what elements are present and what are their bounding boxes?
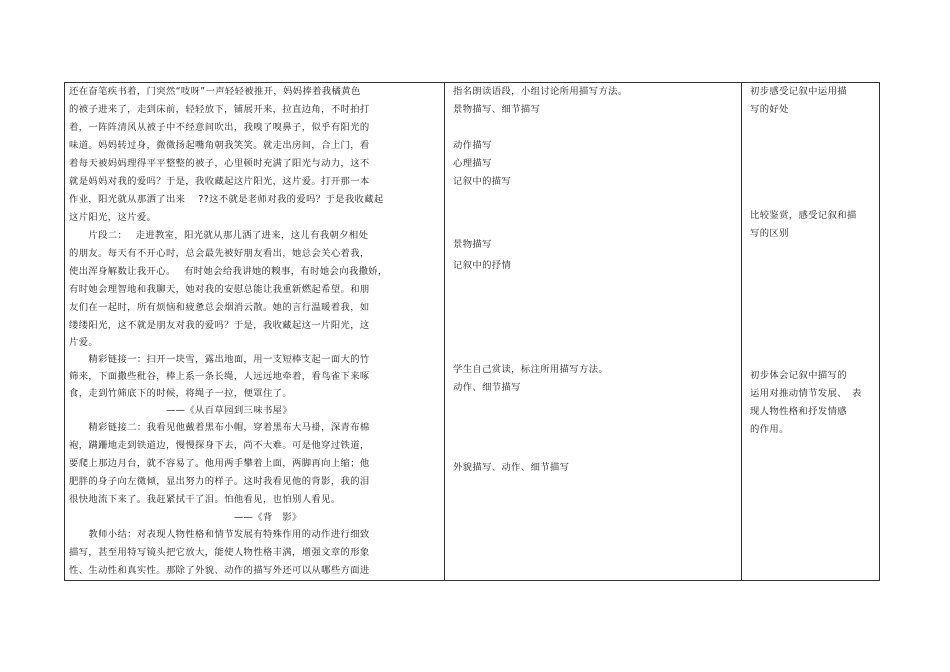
left-column-passages xyxy=(65,83,444,580)
intent-line: 的作用。 xyxy=(750,424,789,435)
lesson-table xyxy=(64,82,880,581)
passage-line: 友们在一起时，所有烦恼和疲惫总会烟消云散。她的言行温暖着我，如 xyxy=(69,302,370,313)
passage-line: 片段二： 走进教室，阳光就从那儿洒了进来，这儿有我朝夕相处 xyxy=(69,230,369,241)
intent-line: 写的区别 xyxy=(750,228,789,239)
citation-line: ——《背 影》 xyxy=(69,512,302,523)
intent-line: 运用对推动情节发展、 表 xyxy=(750,388,862,399)
passage-line: 要爬上那边月台，就不容易了。他用两手攀着上面，两脚再向上缩；他 xyxy=(69,458,370,469)
passage-line: 缕缕阳光，这不就是朋友对我的爱吗？于是，我收藏起这一片阳光，这 xyxy=(69,320,370,331)
middle-column-activities xyxy=(444,83,741,580)
intent-line: 现人物性格和抒发情感 xyxy=(750,406,847,417)
passage-line: 的朋友。每天有不开心时，总会最先被好朋友看出，她总会关心着我， xyxy=(69,248,370,259)
intent-line: 写的好处 xyxy=(750,104,789,115)
passage-line: 食，走到竹筛底下的时候，将绳子一拉，便罩住了。 xyxy=(69,388,293,399)
passage-line: 有时她会理智地和我聊天，她对我的安慰总能让我重新燃起希望。和朋 xyxy=(69,284,370,295)
passage-line: 还在奋笔疾书着，门突然“吱呀”一声轻轻被推开，妈妈捧着我橘黄色 xyxy=(69,86,361,97)
passage-line: 的被子进来了，走到床前，轻轻放下，铺展开来，拉直边角，不时拍打 xyxy=(69,104,370,115)
passage-line: 这片阳光，这片爱。 xyxy=(69,212,157,223)
passage-line: 作业，阳光就从那洒了出来 ??这不就是老师对我的爱吗？于是我收藏起 xyxy=(69,194,384,205)
passage-line: 着每天被妈妈理得平平整整的被子，心里顿时充满了阳光与动力，这不 xyxy=(69,158,370,169)
passage-line: 片爱。 xyxy=(69,337,99,348)
right-column-intent xyxy=(741,83,879,580)
activity-line: 动作、细节描写 xyxy=(453,382,521,393)
activity-line: 动作描写 xyxy=(453,140,492,151)
passage-line: 筛来，下面撒些秕谷，棒上系一条长绳，人远远地牵着，看鸟雀下来啄 xyxy=(69,371,370,382)
passage-line: 教师小结：对表现人物性格和情节发展有特殊作用的动作进行细致 xyxy=(69,529,370,540)
activity-line: 外貌描写、动作、细节描写 xyxy=(453,462,570,473)
passage-line: 肥胖的身子向左微倾，显出努力的样子。这时我看见他的背影，我的泪 xyxy=(69,476,370,487)
passage-line: 就是妈妈对我的爱吗？于是，我收藏起这片阳光，这片爱。打开那一本 xyxy=(69,176,370,187)
passage-line: 描写，甚至用特写镜头把它放大，能使人物性格丰满，增强文章的形象 xyxy=(69,547,370,558)
activity-line: 心理描写 xyxy=(453,158,492,169)
intent-line: 初步感受记叙中运用描 xyxy=(750,86,847,97)
activity-line: 学生自己赏读，标注所用描写方法。 xyxy=(453,364,609,375)
intent-line: 初步体会记叙中描写的 xyxy=(750,370,847,381)
citation-line: ——《从百草园到三味书屋》 xyxy=(69,405,293,416)
passage-line: 性、生动性和真实性。那除了外貌、动作的描写外还可以从哪些方面进 xyxy=(69,565,370,576)
passage-line: 袍，蹒跚地走到铁道边，慢慢探身下去，尚不大难。可是他穿过铁道， xyxy=(69,440,370,451)
activity-line: 景物描写 xyxy=(453,239,492,250)
passage-line: 精彩链接二：我看见他戴着黑布小帽，穿着黑布大马褂，深青布棉 xyxy=(69,422,370,433)
activity-line: 景物描写、细节描写 xyxy=(453,104,541,115)
passage-line: 使出浑身解数让我开心。 有时她会给我讲她的糗事，有时她会向我撒娇， xyxy=(69,266,388,277)
passage-line: 味道。妈妈转过身，微微扬起嘴角朝我笑笑。就走出房间，合上门，看 xyxy=(69,140,370,151)
passage-line: 精彩链接一：扫开一块雪，露出地面，用一支短棒支起一面大的竹 xyxy=(69,354,370,365)
activity-line: 记叙中的抒情 xyxy=(453,260,512,271)
activity-line: 指名朗读语段，小组讨论所用描写方法。 xyxy=(453,86,628,97)
intent-line: 比较鉴赏，感受记叙和描 xyxy=(750,210,857,221)
activity-line: 记叙中的描写 xyxy=(453,176,512,187)
passage-line: 很快地流下来了。我赶紧拭干了泪。怕他看见，也怕别人看见。 xyxy=(69,494,341,505)
passage-line: 着，一阵阵清风从被子中不经意间吹出，我嗅了嗅鼻子，似乎有阳光的 xyxy=(69,122,370,133)
